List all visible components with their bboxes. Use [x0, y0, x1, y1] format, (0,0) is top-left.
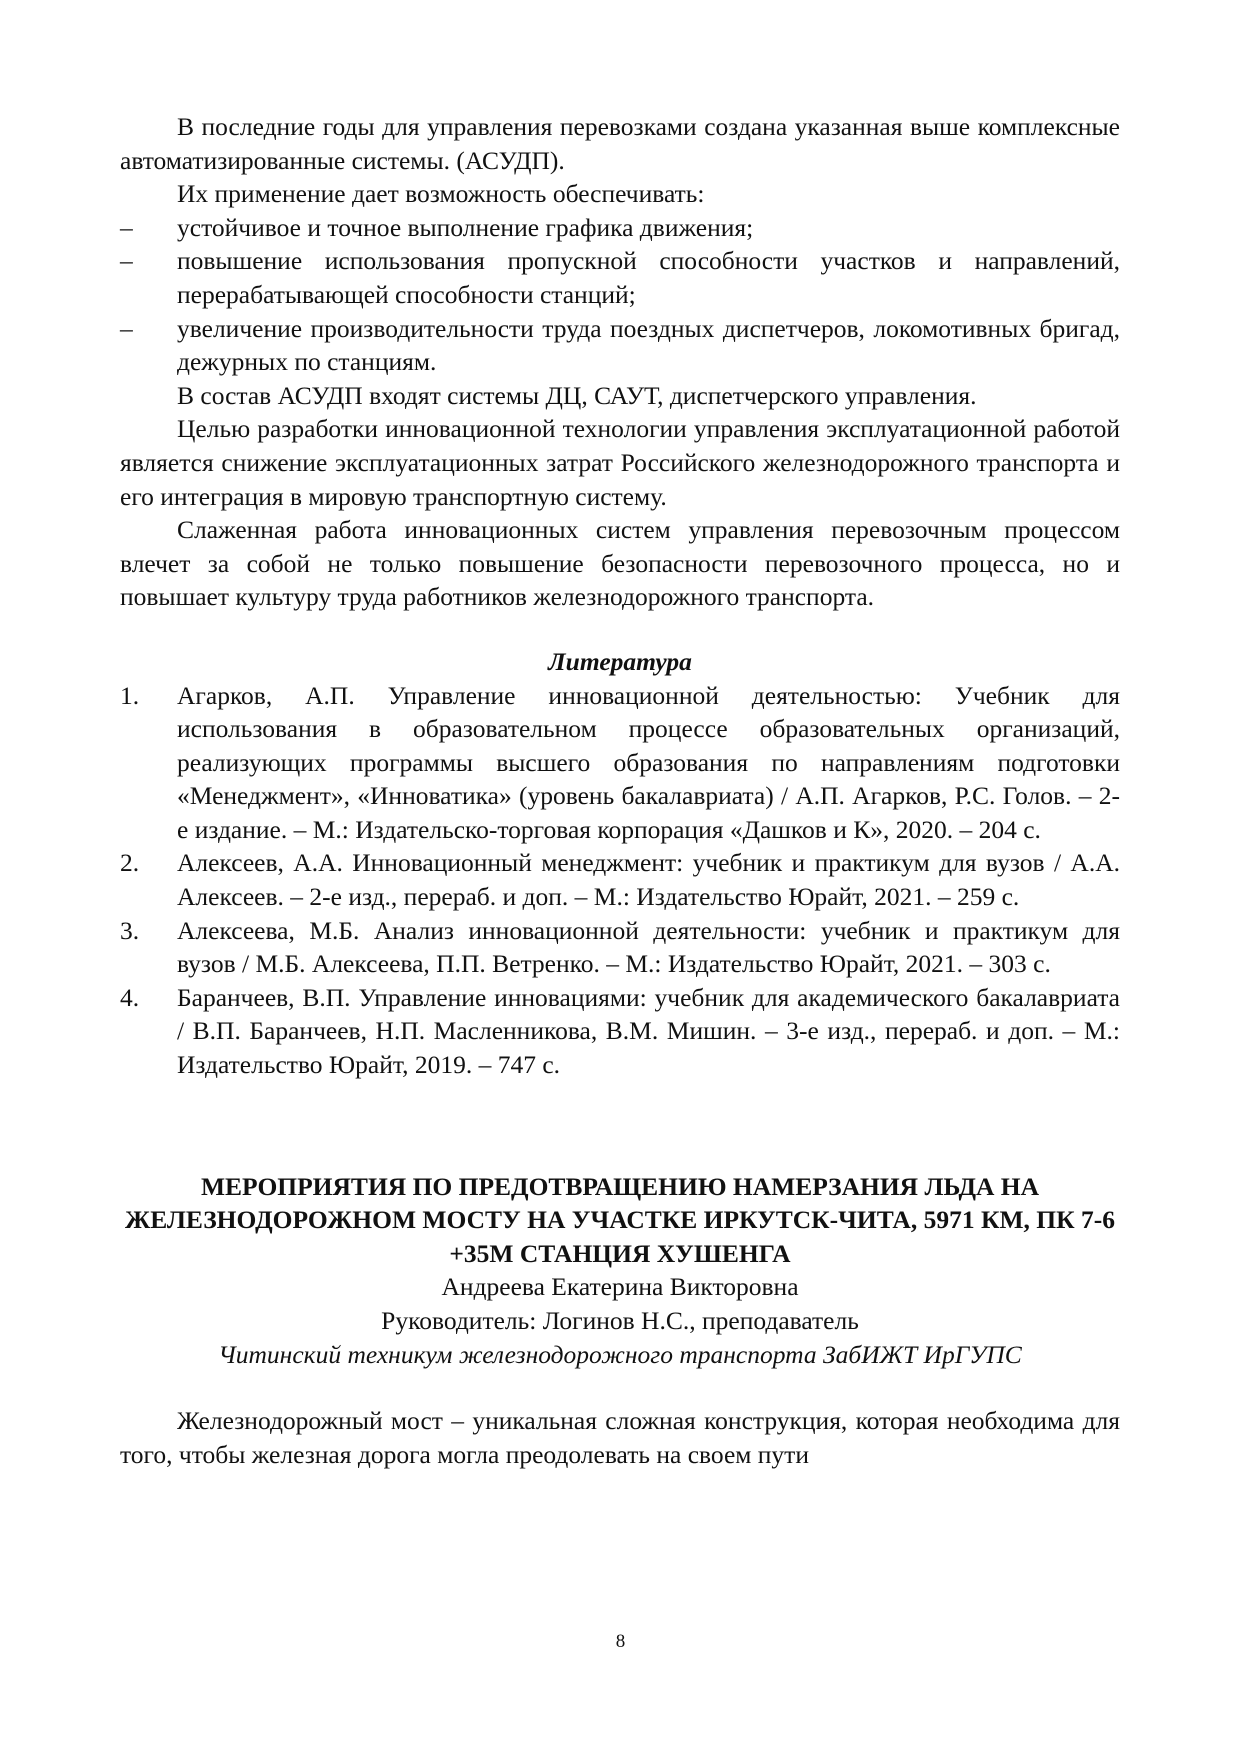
reference-number: 1.	[120, 680, 140, 710]
paragraph: Железнодорожный мост – уникальная сложная конструкция, которая необходима для того, чтобы железная дорога могла преодолевать на своем пути	[120, 1406, 1120, 1469]
dash-marker: –	[120, 313, 133, 343]
paragraph: Их применение дает возможность обеспечивать:	[177, 179, 705, 209]
reference-item	[120, 679, 1120, 847]
page-number: 8	[615, 1631, 626, 1652]
document-page	[120, 110, 1120, 1471]
reference-item	[120, 914, 1120, 981]
bullet-list	[120, 211, 1120, 379]
list-item	[120, 211, 1120, 245]
paragraph: Слаженная работа инновационных систем управления перевозочным процессом влечет за собой не только повышение безопасности перевозочного процесса, но и повышает культуру труда работников железнодорожного транспорта.	[120, 515, 1120, 612]
reference-text: Алексеев, А.А. Инновационный менеджмент: учебник и практикум для вузов / А.А. Алексеев. – 2-е изд., перераб. и доп. – М.: Издательство Юрайт, 2021. – 259 с.	[177, 848, 1120, 912]
dash-marker: –	[120, 246, 133, 276]
article-title: МЕРОПРИЯТИЯ ПО ПРЕДОТВРАЩЕНИЮ НАМЕРЗАНИЯ ЛЬДА НА ЖЕЛЕЗНОДОРОЖНОМ МОСТУ НА УЧАСТКЕ ИРКУТСК-ЧИТА, 5971 КМ, ПК 7-6 +35М СТАНЦИЯ ХУШЕНГА	[125, 1171, 1115, 1268]
dash-marker: –	[120, 212, 133, 242]
reference-number: 2.	[120, 848, 140, 878]
list-item-text: устойчивое и точное выполнение графика движения;	[177, 212, 754, 242]
reference-text: Агарков, А.П. Управление инновационной деятельностью: Учебник для использования в образовательном процессе образовательных организаций, реализующих программы высшего образования по направлениям подготовки «Менеджмент», «Инноватика» (уровень бакалавриата) / А.П. Агарков, Р.С. Голов. – 2-е издание. – М.: Издательско-торговая корпорация «Дашков и К», 2020. – 204 с.	[177, 680, 1120, 844]
paragraph: В последние годы для управления перевозками создана указанная выше комплексные автоматизированные системы. (АСУДП).	[120, 112, 1120, 175]
list-item	[120, 312, 1120, 379]
list-item-text: повышение использования пропускной способности участков и направлений, перерабатывающей способности станций;	[177, 246, 1120, 309]
reference-text: Баранчеев, В.П. Управление инновациями: учебник для академического бакалавриата / В.П. Баранчеев, Н.П. Масленникова, В.М. Мишин. – 3-е изд., перераб. и доп. – М.: Издательство Юрайт, 2019. – 747 с.	[177, 982, 1120, 1080]
list-item-text: увеличение производительности труда поездных диспетчеров, локомотивных бригад, дежурных по станциям.	[177, 313, 1120, 377]
paragraph: Целью разработки инновационной технологии управления эксплуатационной работой является снижение эксплуатационных затрат Российского железнодорожного транспорта и его интеграция в мировую транспортную систему.	[120, 414, 1120, 511]
spacer	[120, 1371, 1120, 1404]
reference-number: 3.	[120, 915, 140, 945]
article-affiliation: Читинский техникум железнодорожного транспорта ЗабИЖТ ИрГУПС	[218, 1339, 1022, 1369]
reference-text: Алексеева, М.Б. Анализ инновационной деятельности: учебник и практикум для вузов / М.Б. Алексеева, П.П. Ветренко. – М.: Издательство Юрайт, 2021. – 303 с.	[177, 915, 1120, 979]
article-author: Андреева Екатерина Викторовна	[441, 1272, 799, 1302]
list-item	[120, 244, 1120, 311]
reference-item	[120, 846, 1120, 913]
reference-list	[120, 679, 1120, 1082]
reference-number: 4.	[120, 982, 140, 1012]
article-supervisor: Руководитель: Логинов Н.С., преподаватель	[381, 1306, 859, 1335]
paragraph: В состав АСУДП входят системы ДЦ, САУТ, диспетчерского управления.	[177, 380, 977, 410]
literature-heading: Литература	[548, 646, 692, 676]
reference-item	[120, 981, 1120, 1082]
